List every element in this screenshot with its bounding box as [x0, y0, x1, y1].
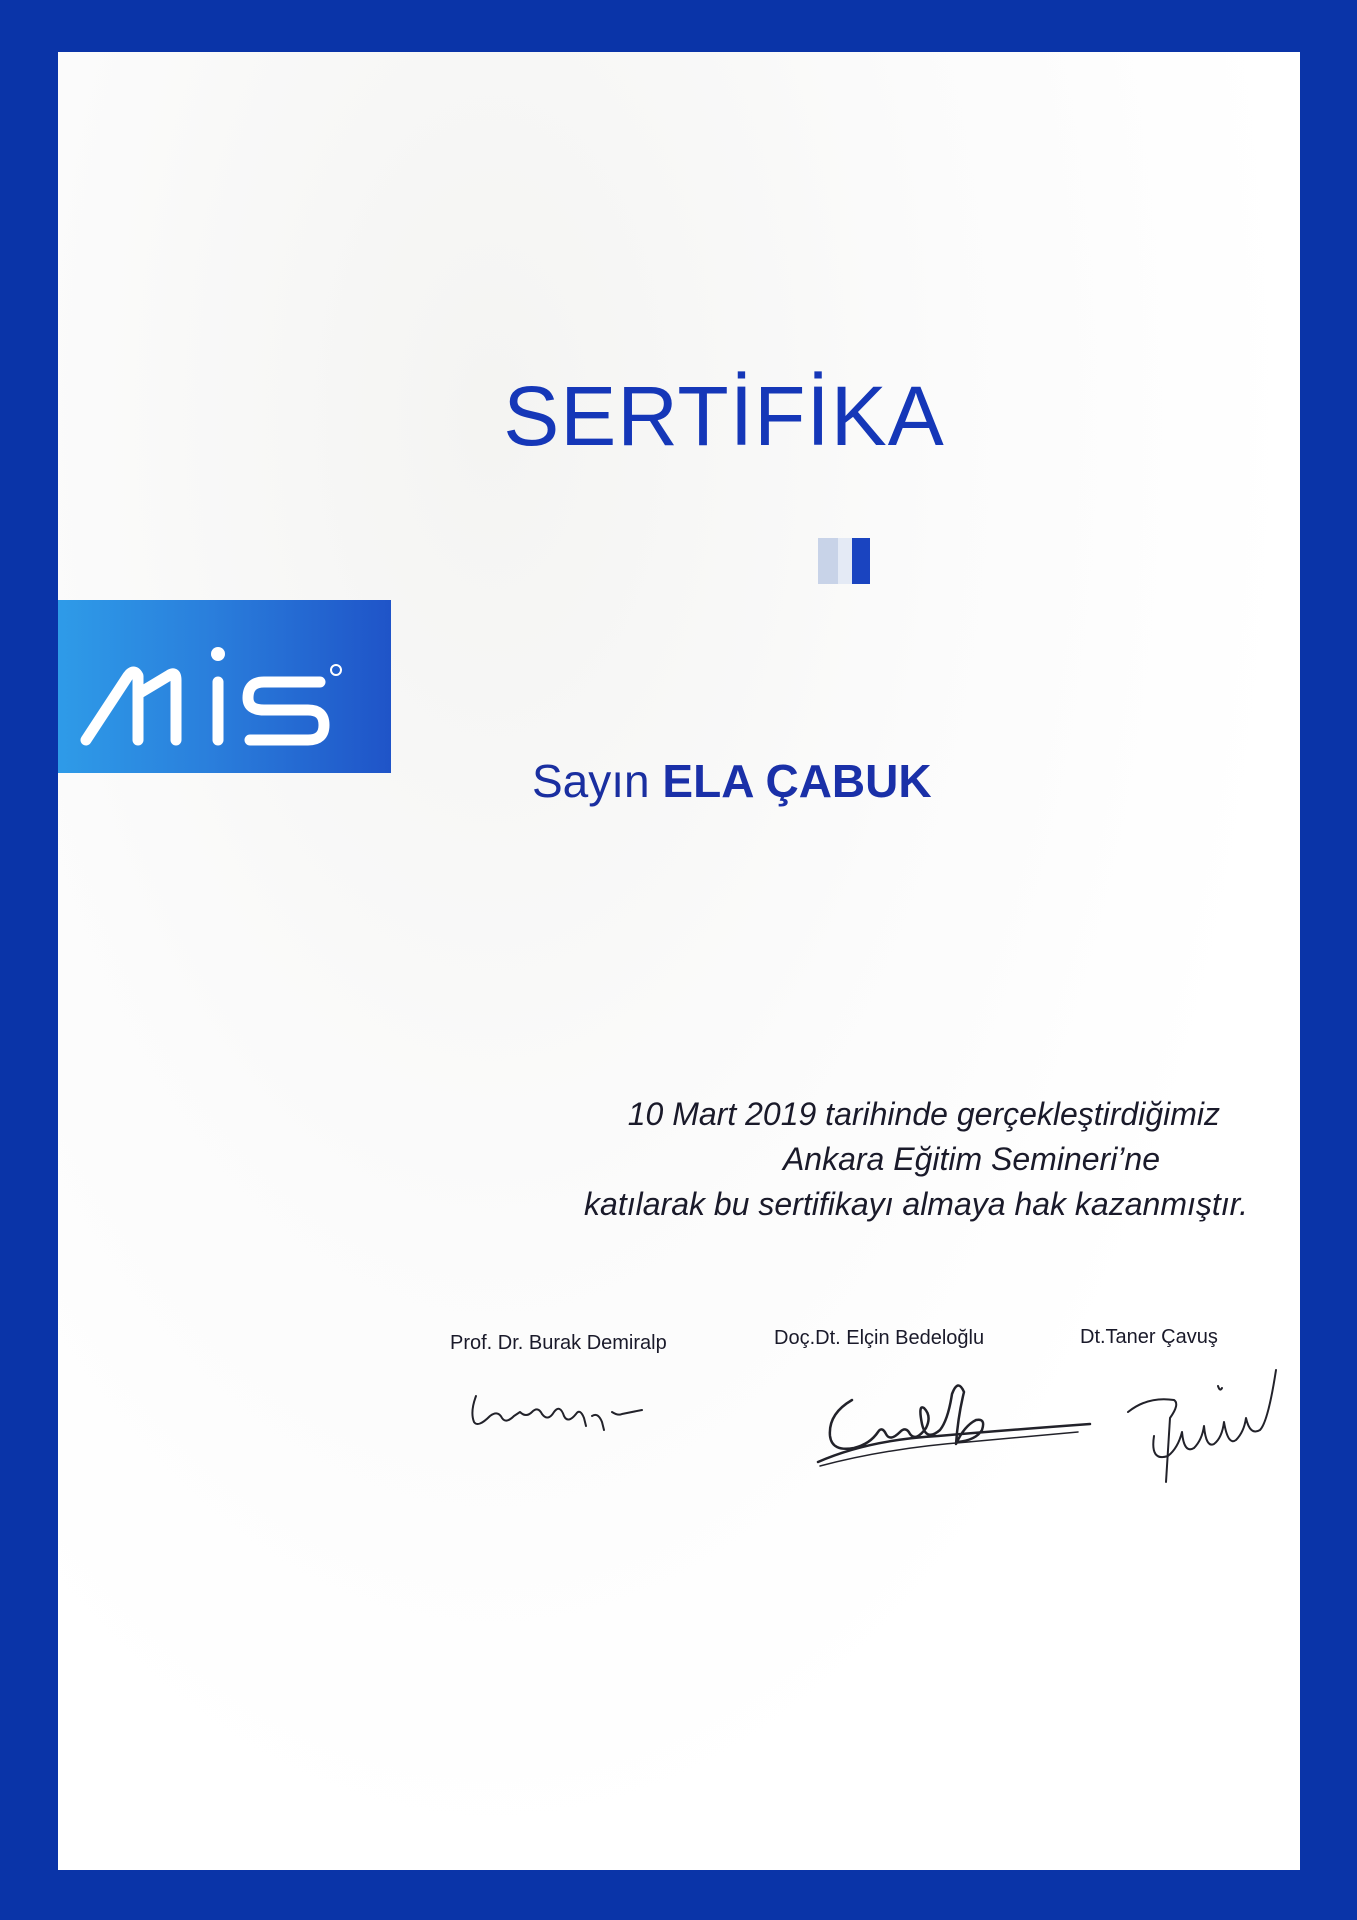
- recipient-greeting: [532, 754, 932, 808]
- certificate-body: [448, 1092, 1248, 1227]
- signature-1-icon: [468, 1382, 668, 1442]
- body-line: katılarak bu sertifikayı almaya hak kazanmıştır.: [584, 1186, 1248, 1222]
- certificate-paper: [58, 52, 1300, 1870]
- signatory-name-1: Prof. Dr. Burak Demiralp: [450, 1332, 667, 1354]
- signatory-name-3: Dt.Taner Çavuş: [1080, 1326, 1218, 1348]
- signature-3-icon: [1108, 1352, 1288, 1512]
- signatory-name-2: Doç.Dt. Elçin Bedeloğlu: [774, 1327, 985, 1349]
- signature-2-icon: [808, 1370, 1108, 1480]
- recipient-name: ELA ÇABUK: [662, 755, 932, 807]
- mis-logo-icon: [68, 628, 388, 748]
- body-line: Ankara Eğitim Semineri’ne: [782, 1141, 1160, 1177]
- mis-logo-band: [58, 600, 391, 773]
- body-line: 10 Mart 2019 tarihinde gerçekleştirdiğimiz: [627, 1096, 1220, 1132]
- greeting-prefix: Sayın: [532, 755, 650, 807]
- certificate-title: SERTİFİKA: [503, 369, 945, 463]
- decorative-bars-icon: [818, 538, 870, 584]
